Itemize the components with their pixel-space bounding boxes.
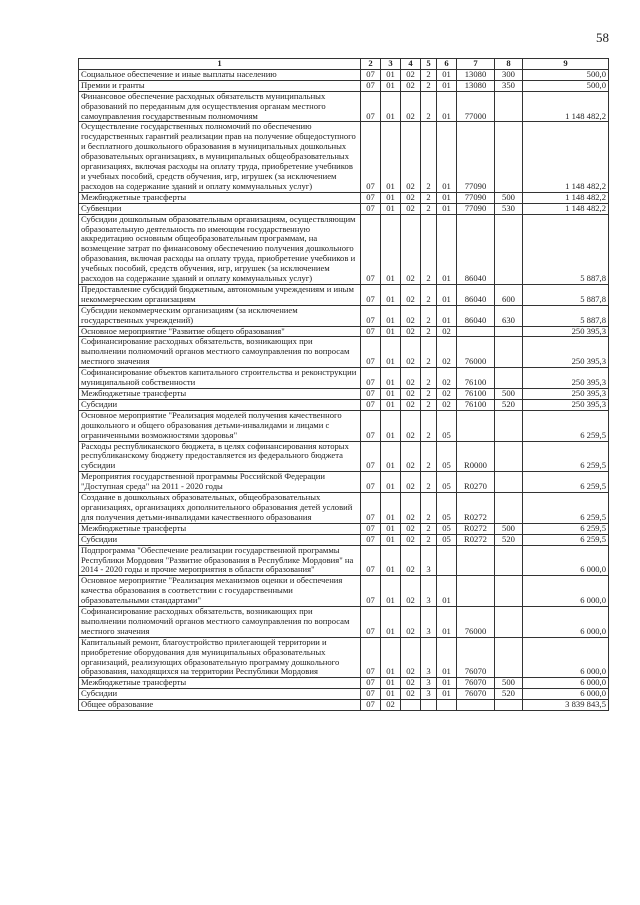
code-col-5: 2 xyxy=(421,389,437,400)
column-header-2: 2 xyxy=(361,59,381,70)
code-col-6: 01 xyxy=(437,637,457,678)
code-col-6: 02 xyxy=(437,368,457,389)
code-col-4: 02 xyxy=(401,389,421,400)
code-col-4: 02 xyxy=(401,305,421,326)
amount-cell: 1 148 482,2 xyxy=(523,203,609,214)
code-col-4: 02 xyxy=(401,80,421,91)
table-row xyxy=(79,80,609,91)
code-col-3: 01 xyxy=(381,689,401,700)
column-header-1: 1 xyxy=(79,59,361,70)
column-header-3: 3 xyxy=(381,59,401,70)
target-article-code: 76070 xyxy=(457,689,495,700)
code-col-4: 02 xyxy=(401,493,421,524)
expense-type-code: 520 xyxy=(495,534,523,545)
code-col-2: 07 xyxy=(361,80,381,91)
table-row xyxy=(79,410,609,441)
row-description: Субсидии xyxy=(79,399,361,410)
amount-cell: 3 839 843,5 xyxy=(523,700,609,711)
code-col-4: 02 xyxy=(401,337,421,368)
code-col-3: 01 xyxy=(381,214,401,284)
table-row xyxy=(79,576,609,607)
code-col-3: 01 xyxy=(381,337,401,368)
row-description: Мероприятия государственной программы Российской Федерации "Доступная среда" на 2011 - 2020 годы xyxy=(79,472,361,493)
expense-type-code xyxy=(495,91,523,122)
column-header-4: 4 xyxy=(401,59,421,70)
expense-type-code xyxy=(495,472,523,493)
expense-type-code: 520 xyxy=(495,689,523,700)
code-col-5: 2 xyxy=(421,305,437,326)
code-col-4: 02 xyxy=(401,410,421,441)
code-col-4: 02 xyxy=(401,214,421,284)
code-col-5: 3 xyxy=(421,637,437,678)
code-col-2: 07 xyxy=(361,410,381,441)
table-row xyxy=(79,493,609,524)
code-col-2: 07 xyxy=(361,192,381,203)
code-col-2: 07 xyxy=(361,122,381,192)
code-col-6: 05 xyxy=(437,523,457,534)
code-col-4: 02 xyxy=(401,523,421,534)
table-row xyxy=(79,305,609,326)
row-description: Софинансирование объектов капитального строительства и реконструкции муниципальной собственности xyxy=(79,368,361,389)
row-description: Софинансирование расходных обязательств, возникающих при выполнении полномочий органов местного самоуправления по вопросам местного значения xyxy=(79,337,361,368)
code-col-4: 02 xyxy=(401,326,421,337)
amount-cell: 5 887,8 xyxy=(523,284,609,305)
code-col-2: 07 xyxy=(361,472,381,493)
code-col-6: 05 xyxy=(437,534,457,545)
column-header-7: 7 xyxy=(457,59,495,70)
row-description: Межбюджетные трансферты xyxy=(79,523,361,534)
row-description: Общее образование xyxy=(79,700,361,711)
table-row xyxy=(79,91,609,122)
code-col-3: 01 xyxy=(381,284,401,305)
expense-type-code xyxy=(495,576,523,607)
amount-cell: 1 148 482,2 xyxy=(523,91,609,122)
table-row xyxy=(79,700,609,711)
expense-type-code xyxy=(495,326,523,337)
code-col-6 xyxy=(437,545,457,576)
row-description: Премии и гранты xyxy=(79,80,361,91)
target-article-code: 77090 xyxy=(457,192,495,203)
code-col-4: 02 xyxy=(401,441,421,472)
code-col-3: 01 xyxy=(381,399,401,410)
code-col-2: 07 xyxy=(361,368,381,389)
code-col-2: 07 xyxy=(361,700,381,711)
expense-type-code: 530 xyxy=(495,203,523,214)
amount-cell: 250 395,3 xyxy=(523,399,609,410)
code-col-4: 02 xyxy=(401,534,421,545)
amount-cell: 250 395,3 xyxy=(523,326,609,337)
code-col-5: 2 xyxy=(421,203,437,214)
code-col-4: 02 xyxy=(401,472,421,493)
row-description: Субсидии дошкольным образовательным организациям, осуществляющим образовательную деятельность по имеющим государственную аккредитацию основным общеобразовательным программам, на возмещение затрат по финансовому обеспечению получения дошкольного образования, включая расходы на оплату труда, приобретение учебников и учебных пособий, средств обучения, игр, игрушек (за исключением расходов на содержание зданий и оплату коммунальных услуг) xyxy=(79,214,361,284)
target-article-code: 76000 xyxy=(457,337,495,368)
code-col-4: 02 xyxy=(401,607,421,638)
code-col-3: 01 xyxy=(381,389,401,400)
code-col-3: 01 xyxy=(381,122,401,192)
row-description: Субсидии xyxy=(79,534,361,545)
row-description: Софинансирование расходных обязательств, возникающих при выполнении полномочий органов местного самоуправления по вопросам местного значения xyxy=(79,607,361,638)
code-col-6: 01 xyxy=(437,91,457,122)
row-description: Капитальный ремонт, благоустройство прилегающей территории и приобретение оборудования для муниципальных образовательных организаций, реализующих образовательную программу дошкольного образования, находящихся на территории Республики Мордовия xyxy=(79,637,361,678)
row-description: Подпрограмма "Обеспечение реализации государственной программы Республики Мордовия "Развитие образования в Республике Мордовия" на 2014 - 2020 годы и прочие мероприятия в области образования" xyxy=(79,545,361,576)
expense-type-code xyxy=(495,122,523,192)
target-article-code xyxy=(457,326,495,337)
code-col-6: 01 xyxy=(437,69,457,80)
code-col-2: 07 xyxy=(361,523,381,534)
code-col-2: 07 xyxy=(361,389,381,400)
table-row xyxy=(79,441,609,472)
amount-cell: 6 259,5 xyxy=(523,441,609,472)
code-col-4: 02 xyxy=(401,368,421,389)
code-col-3: 01 xyxy=(381,305,401,326)
row-description: Предоставление субсидий бюджетным, автономным учреждениям и иным некоммерческим организациям xyxy=(79,284,361,305)
amount-cell: 6 000,0 xyxy=(523,607,609,638)
amount-cell: 500,0 xyxy=(523,69,609,80)
code-col-2: 07 xyxy=(361,326,381,337)
row-description: Основное мероприятие "Реализация механизмов оценки и обеспечения качества образования в соответствии с государственными образовательными стандартами" xyxy=(79,576,361,607)
expense-type-code xyxy=(495,637,523,678)
expense-type-code: 300 xyxy=(495,69,523,80)
amount-cell: 6 259,5 xyxy=(523,493,609,524)
row-description: Субсидии xyxy=(79,689,361,700)
code-col-3: 01 xyxy=(381,523,401,534)
code-col-5: 3 xyxy=(421,576,437,607)
table-row xyxy=(79,389,609,400)
code-col-5: 3 xyxy=(421,689,437,700)
expense-type-code xyxy=(495,214,523,284)
code-col-2: 07 xyxy=(361,441,381,472)
code-col-5: 2 xyxy=(421,399,437,410)
code-col-5: 2 xyxy=(421,192,437,203)
code-col-3: 01 xyxy=(381,192,401,203)
code-col-3: 01 xyxy=(381,69,401,80)
code-col-5: 2 xyxy=(421,80,437,91)
target-article-code: 76100 xyxy=(457,368,495,389)
code-col-3: 01 xyxy=(381,91,401,122)
table-row xyxy=(79,203,609,214)
code-col-2: 07 xyxy=(361,203,381,214)
table-row xyxy=(79,678,609,689)
code-col-3: 01 xyxy=(381,441,401,472)
target-article-code: 77090 xyxy=(457,122,495,192)
target-article-code: 76070 xyxy=(457,637,495,678)
table-row xyxy=(79,368,609,389)
expense-type-code xyxy=(495,410,523,441)
table-row xyxy=(79,534,609,545)
target-article-code: 77000 xyxy=(457,91,495,122)
amount-cell: 6 000,0 xyxy=(523,576,609,607)
expense-type-code: 520 xyxy=(495,399,523,410)
code-col-6: 01 xyxy=(437,284,457,305)
table-row xyxy=(79,337,609,368)
table-row xyxy=(79,689,609,700)
target-article-code xyxy=(457,410,495,441)
amount-cell: 500,0 xyxy=(523,80,609,91)
row-description: Основное мероприятие "Реализация моделей получения качественного дошкольного и общего образования детьми-инвалидами и лицами с ограниченными возможностями здоровья" xyxy=(79,410,361,441)
row-description: Межбюджетные трансферты xyxy=(79,389,361,400)
code-col-6: 01 xyxy=(437,203,457,214)
column-header-8: 8 xyxy=(495,59,523,70)
code-col-6: 02 xyxy=(437,337,457,368)
table-row xyxy=(79,545,609,576)
code-col-6: 01 xyxy=(437,122,457,192)
code-col-3: 01 xyxy=(381,80,401,91)
target-article-code: 76100 xyxy=(457,399,495,410)
table-row xyxy=(79,284,609,305)
code-col-3: 02 xyxy=(381,700,401,711)
code-col-2: 07 xyxy=(361,214,381,284)
row-description: Основное мероприятие "Развитие общего образования" xyxy=(79,326,361,337)
code-col-6: 02 xyxy=(437,326,457,337)
row-description: Социальное обеспечение и иные выплаты населению xyxy=(79,69,361,80)
amount-cell: 6 000,0 xyxy=(523,678,609,689)
code-col-5: 2 xyxy=(421,472,437,493)
code-col-6: 05 xyxy=(437,441,457,472)
code-col-5: 2 xyxy=(421,410,437,441)
target-article-code: R0000 xyxy=(457,441,495,472)
code-col-6: 01 xyxy=(437,214,457,284)
amount-cell: 6 259,5 xyxy=(523,472,609,493)
expense-type-code: 500 xyxy=(495,678,523,689)
table-row xyxy=(79,122,609,192)
row-description: Субвенции xyxy=(79,203,361,214)
code-col-6: 01 xyxy=(437,80,457,91)
target-article-code: 76000 xyxy=(457,607,495,638)
code-col-4: 02 xyxy=(401,678,421,689)
target-article-code xyxy=(457,576,495,607)
expense-type-code: 500 xyxy=(495,389,523,400)
code-col-6: 01 xyxy=(437,305,457,326)
target-article-code: 86040 xyxy=(457,214,495,284)
code-col-4 xyxy=(401,700,421,711)
amount-cell: 250 395,3 xyxy=(523,337,609,368)
code-col-4: 02 xyxy=(401,122,421,192)
code-col-5: 2 xyxy=(421,91,437,122)
code-col-3: 01 xyxy=(381,545,401,576)
code-col-2: 07 xyxy=(361,91,381,122)
code-col-5: 2 xyxy=(421,122,437,192)
code-col-3: 01 xyxy=(381,326,401,337)
amount-cell: 6 000,0 xyxy=(523,637,609,678)
table-row xyxy=(79,637,609,678)
expense-type-code: 600 xyxy=(495,284,523,305)
code-col-5 xyxy=(421,700,437,711)
code-col-6: 01 xyxy=(437,576,457,607)
table-row xyxy=(79,399,609,410)
target-article-code: 76100 xyxy=(457,389,495,400)
code-col-6: 01 xyxy=(437,689,457,700)
code-col-6: 02 xyxy=(437,389,457,400)
row-description: Расходы республиканского бюджета, в целях софинансирования которых республиканскому бюджету предоставляется из федерального бюджета субсидии xyxy=(79,441,361,472)
expense-type-code xyxy=(495,607,523,638)
code-col-6: 05 xyxy=(437,472,457,493)
amount-cell: 6 259,5 xyxy=(523,523,609,534)
code-col-5: 2 xyxy=(421,523,437,534)
code-col-4: 02 xyxy=(401,689,421,700)
budget-table xyxy=(78,58,609,711)
amount-cell: 250 395,3 xyxy=(523,389,609,400)
expense-type-code xyxy=(495,493,523,524)
code-col-2: 07 xyxy=(361,534,381,545)
code-col-3: 01 xyxy=(381,678,401,689)
expense-type-code xyxy=(495,441,523,472)
code-col-5: 3 xyxy=(421,678,437,689)
target-article-code: R0272 xyxy=(457,523,495,534)
code-col-4: 02 xyxy=(401,69,421,80)
code-col-2: 07 xyxy=(361,678,381,689)
code-col-2: 07 xyxy=(361,545,381,576)
code-col-4: 02 xyxy=(401,91,421,122)
row-description: Межбюджетные трансферты xyxy=(79,678,361,689)
target-article-code xyxy=(457,545,495,576)
code-col-3: 01 xyxy=(381,203,401,214)
code-col-2: 07 xyxy=(361,637,381,678)
table-row xyxy=(79,472,609,493)
code-col-3: 01 xyxy=(381,493,401,524)
code-col-2: 07 xyxy=(361,337,381,368)
row-description: Межбюджетные трансферты xyxy=(79,192,361,203)
code-col-4: 02 xyxy=(401,203,421,214)
expense-type-code: 500 xyxy=(495,523,523,534)
column-header-6: 6 xyxy=(437,59,457,70)
column-header-9: 9 xyxy=(523,59,609,70)
amount-cell: 6 259,5 xyxy=(523,410,609,441)
expense-type-code xyxy=(495,368,523,389)
code-col-4: 02 xyxy=(401,545,421,576)
code-col-5: 2 xyxy=(421,493,437,524)
page-number: 58 xyxy=(596,30,609,45)
code-col-6 xyxy=(437,700,457,711)
target-article-code: 86040 xyxy=(457,284,495,305)
amount-cell: 6 259,5 xyxy=(523,534,609,545)
code-col-2: 07 xyxy=(361,689,381,700)
amount-cell: 6 000,0 xyxy=(523,689,609,700)
table-row xyxy=(79,326,609,337)
code-col-3: 01 xyxy=(381,607,401,638)
target-article-code: R0272 xyxy=(457,493,495,524)
target-article-code: 13080 xyxy=(457,69,495,80)
row-description: Субсидии некоммерческим организациям (за исключением государственных учреждений) xyxy=(79,305,361,326)
table-row xyxy=(79,69,609,80)
code-col-2: 07 xyxy=(361,607,381,638)
expense-type-code: 350 xyxy=(495,80,523,91)
amount-cell: 1 148 482,2 xyxy=(523,122,609,192)
code-col-5: 2 xyxy=(421,337,437,368)
code-col-6: 01 xyxy=(437,192,457,203)
expense-type-code: 630 xyxy=(495,305,523,326)
row-description: Финансовое обеспечение расходных обязательств муниципальных образований по переданным для осуществления органам местного самоуправления государственным полномочиям xyxy=(79,91,361,122)
code-col-4: 02 xyxy=(401,637,421,678)
row-description: Осуществление государственных полномочий по обеспечению государственных гарантий реализации прав на получение общедоступного и бесплатного дошкольного образования в муниципальных дошкольных образовательных организациях, в муниципальных общеобразовательных организациях, включая расходы на оплату труда, приобретение учебников и учебных пособий, средств обучения, игр, игрушек (за исключением расходов на содержание зданий и оплату коммунальных услуг) xyxy=(79,122,361,192)
code-col-5: 3 xyxy=(421,607,437,638)
code-col-4: 02 xyxy=(401,399,421,410)
target-article-code: 77090 xyxy=(457,203,495,214)
code-col-3: 01 xyxy=(381,472,401,493)
target-article-code: 86040 xyxy=(457,305,495,326)
amount-cell: 5 887,8 xyxy=(523,305,609,326)
table-row xyxy=(79,192,609,203)
code-col-6: 01 xyxy=(437,678,457,689)
code-col-5: 2 xyxy=(421,214,437,284)
code-col-5: 2 xyxy=(421,284,437,305)
target-article-code xyxy=(457,700,495,711)
code-col-4: 02 xyxy=(401,576,421,607)
expense-type-code: 500 xyxy=(495,192,523,203)
code-col-3: 01 xyxy=(381,534,401,545)
code-col-4: 02 xyxy=(401,284,421,305)
code-col-2: 07 xyxy=(361,305,381,326)
code-col-5: 3 xyxy=(421,545,437,576)
code-col-5: 2 xyxy=(421,326,437,337)
code-col-5: 2 xyxy=(421,368,437,389)
code-col-3: 01 xyxy=(381,368,401,389)
code-col-6: 01 xyxy=(437,607,457,638)
code-col-3: 01 xyxy=(381,576,401,607)
code-col-2: 07 xyxy=(361,69,381,80)
code-col-5: 2 xyxy=(421,69,437,80)
target-article-code: 13080 xyxy=(457,80,495,91)
code-col-4: 02 xyxy=(401,192,421,203)
column-header-5: 5 xyxy=(421,59,437,70)
expense-type-code xyxy=(495,545,523,576)
expense-type-code xyxy=(495,700,523,711)
code-col-2: 07 xyxy=(361,493,381,524)
code-col-6: 05 xyxy=(437,410,457,441)
code-col-6: 05 xyxy=(437,493,457,524)
expense-type-code xyxy=(495,337,523,368)
target-article-code: 76070 xyxy=(457,678,495,689)
target-article-code: R0272 xyxy=(457,534,495,545)
table-row xyxy=(79,607,609,638)
code-col-5: 2 xyxy=(421,441,437,472)
table-row xyxy=(79,214,609,284)
code-col-6: 02 xyxy=(437,399,457,410)
table-row xyxy=(79,523,609,534)
target-article-code: R0270 xyxy=(457,472,495,493)
amount-cell: 5 887,8 xyxy=(523,214,609,284)
amount-cell: 6 000,0 xyxy=(523,545,609,576)
code-col-2: 07 xyxy=(361,399,381,410)
table-header-row xyxy=(79,59,609,70)
code-col-2: 07 xyxy=(361,284,381,305)
amount-cell: 250 395,3 xyxy=(523,368,609,389)
amount-cell: 1 148 482,2 xyxy=(523,192,609,203)
row-description: Создание в дошкольных образовательных, общеобразовательных организациях, организациях дополнительного образования детей условий для получения детьми-инвалидами качественного образования xyxy=(79,493,361,524)
code-col-3: 01 xyxy=(381,637,401,678)
code-col-2: 07 xyxy=(361,576,381,607)
code-col-5: 2 xyxy=(421,534,437,545)
code-col-3: 01 xyxy=(381,410,401,441)
